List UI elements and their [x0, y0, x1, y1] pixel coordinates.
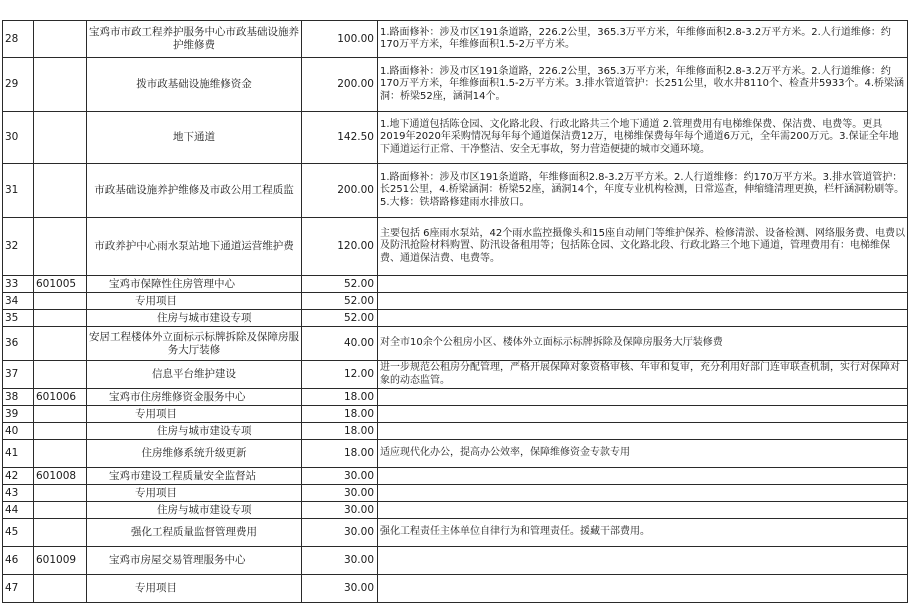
project-description	[378, 293, 908, 310]
project-name: 拨市政基础设施维修资金	[87, 58, 302, 112]
row-number: 30	[3, 112, 34, 164]
unit-code	[34, 164, 87, 218]
amount: 12.00	[302, 361, 378, 389]
table-row	[3, 21, 908, 58]
unit-code	[34, 519, 87, 547]
row-number: 43	[3, 485, 34, 502]
unit-code: 601006	[34, 389, 87, 406]
category-name: 专用项目	[87, 293, 302, 310]
table-row	[3, 468, 908, 485]
table-row	[3, 423, 908, 440]
project-name: 市政养护中心雨水泵站地下通道运营维护费	[87, 218, 302, 276]
row-number: 45	[3, 519, 34, 547]
table-row	[3, 218, 908, 276]
row-number: 34	[3, 293, 34, 310]
row-number: 41	[3, 440, 34, 468]
unit-code	[34, 112, 87, 164]
row-number: 44	[3, 502, 34, 519]
unit-code	[34, 21, 87, 58]
table-row	[3, 164, 908, 218]
row-number: 31	[3, 164, 34, 218]
project-description	[378, 310, 908, 327]
amount: 120.00	[302, 218, 378, 276]
row-number: 42	[3, 468, 34, 485]
budget-table	[2, 20, 908, 603]
table-row	[3, 406, 908, 423]
table-row	[3, 112, 908, 164]
category-name: 专用项目	[87, 575, 302, 603]
project-description	[378, 547, 908, 575]
project-name: 信息平台维护建设	[87, 361, 302, 389]
table-row	[3, 389, 908, 406]
category-name: 专用项目	[87, 485, 302, 502]
project-description: 1.路面修补：涉及市区191条道路，226.2公里，365.3万平方米，年维修面积2.8-3.2万平方米。2.人行道维修：约170万平方米，年维修面积1.5-2万平方米。	[378, 21, 908, 58]
project-name: 强化工程质量监督管理费用	[87, 519, 302, 547]
row-number: 29	[3, 58, 34, 112]
amount: 18.00	[302, 389, 378, 406]
unit-code	[34, 423, 87, 440]
row-number: 33	[3, 276, 34, 293]
amount: 18.00	[302, 406, 378, 423]
unit-code	[34, 58, 87, 112]
project-name: 市政基础设施养护维修及市政公用工程质监	[87, 164, 302, 218]
project-description	[378, 406, 908, 423]
project-description: 强化工程责任主体单位自律行为和管理责任。援藏干部费用。	[378, 519, 908, 547]
row-number: 38	[3, 389, 34, 406]
project-description	[378, 575, 908, 603]
amount: 30.00	[302, 468, 378, 485]
amount: 52.00	[302, 310, 378, 327]
table-row	[3, 310, 908, 327]
amount: 40.00	[302, 327, 378, 361]
unit-code: 601009	[34, 547, 87, 575]
table-row	[3, 276, 908, 293]
amount: 100.00	[302, 21, 378, 58]
project-description	[378, 502, 908, 519]
project-name: 安居工程楼体外立面标示标牌拆除及保障房服务大厅装修	[87, 327, 302, 361]
project-description	[378, 468, 908, 485]
row-number: 40	[3, 423, 34, 440]
project-description	[378, 389, 908, 406]
project-description: 1.地下通道包括陈仓园、文化路北段、行政北路共三个地下通道 2.管理费用有电梯维保费、保洁费、电费等。更具2019年2020年采购情况每年每个通道保洁费12万，电梯维保费每年每个通道6万元，全年需200万元。3.保证全年地下通道运行正常、干净整洁、安全无事故，努力营造便捷的城市交通环境。	[378, 112, 908, 164]
row-number: 28	[3, 21, 34, 58]
amount: 200.00	[302, 58, 378, 112]
row-number: 47	[3, 575, 34, 603]
unit-code	[34, 361, 87, 389]
unit-name: 宝鸡市房屋交易管理服务中心	[87, 547, 302, 575]
amount: 30.00	[302, 575, 378, 603]
project-description	[378, 485, 908, 502]
project-name: 住房维修系统升级更新	[87, 440, 302, 468]
project-description: 主要包括 6座雨水泵站，42个雨水监控摄像头和15座自动闸门等维护保养、检修清淤、设备检测、网络服务费、电费以及防汛抢险材料购置、防汛设备租用等；包括陈仓园、文化路北段、行政北路三个地下通道，管理费用有：电梯维保费、通道保洁费、电费等。	[378, 218, 908, 276]
unit-code: 601005	[34, 276, 87, 293]
project-description: 对全市10余个公租房小区、楼体外立面标示标牌拆除及保障房服务大厅装修费	[378, 327, 908, 361]
row-number: 32	[3, 218, 34, 276]
amount: 30.00	[302, 485, 378, 502]
table-row	[3, 485, 908, 502]
table-row	[3, 519, 908, 547]
amount: 52.00	[302, 293, 378, 310]
unit-code	[34, 310, 87, 327]
amount: 18.00	[302, 423, 378, 440]
row-number: 37	[3, 361, 34, 389]
project-description	[378, 423, 908, 440]
unit-code	[34, 406, 87, 423]
amount: 52.00	[302, 276, 378, 293]
category-name: 专用项目	[87, 406, 302, 423]
unit-code	[34, 502, 87, 519]
project-description: 适应现代化办公，提高办公效率，保障维修资金专款专用	[378, 440, 908, 468]
table-row	[3, 361, 908, 389]
category-name: 住房与城市建设专项	[87, 502, 302, 519]
amount: 30.00	[302, 547, 378, 575]
unit-code	[34, 485, 87, 502]
unit-name: 宝鸡市住房维修资金服务中心	[87, 389, 302, 406]
project-description	[378, 276, 908, 293]
amount: 30.00	[302, 519, 378, 547]
unit-code	[34, 327, 87, 361]
project-name: 地下通道	[87, 112, 302, 164]
project-description: 1.路面修补：涉及市区191条道路，年维修面积2.8-3.2万平方米。2.人行道维修：约170万平方米。3.排水管道管护：长251公里，4.桥梁涵洞：桥梁52座，涵洞14个，年度专业机构检测，日常巡查，伸缩缝清理更换，栏杆涵洞粉刷等。5.大修：铁塔路修建雨水排放口。	[378, 164, 908, 218]
project-name: 宝鸡市市政工程养护服务中心市政基础设施养护维修费	[87, 21, 302, 58]
table-row	[3, 440, 908, 468]
row-number: 39	[3, 406, 34, 423]
unit-name: 宝鸡市建设工程质量安全监督站	[87, 468, 302, 485]
category-name: 住房与城市建设专项	[87, 423, 302, 440]
row-number: 46	[3, 547, 34, 575]
amount: 30.00	[302, 502, 378, 519]
unit-code	[34, 293, 87, 310]
row-number: 35	[3, 310, 34, 327]
table-row	[3, 547, 908, 575]
table-row	[3, 327, 908, 361]
category-name: 住房与城市建设专项	[87, 310, 302, 327]
table-row	[3, 502, 908, 519]
table-row	[3, 293, 908, 310]
unit-code	[34, 575, 87, 603]
table-row	[3, 575, 908, 603]
unit-code	[34, 218, 87, 276]
amount: 142.50	[302, 112, 378, 164]
unit-code	[34, 440, 87, 468]
row-number: 36	[3, 327, 34, 361]
amount: 200.00	[302, 164, 378, 218]
amount: 18.00	[302, 440, 378, 468]
project-description: 进一步规范公租房分配管理，严格开展保障对象资格审核、年审和复审，充分利用好部门连审联查机制，实行对保障对象的动态监管。	[378, 361, 908, 389]
project-description: 1.路面修补：涉及市区191条道路，226.2公里，365.3万平方米，年维修面积2.8-3.2万平方米。2.人行道维修：约170万平方米，年维修面积1.5-2万平方米。3.排水管道管护：长251公里，收水井8110个、检查井5933个。4.桥梁涵洞：桥梁52座，涵洞14个。	[378, 58, 908, 112]
unit-name: 宝鸡市保障性住房管理中心	[87, 276, 302, 293]
unit-code: 601008	[34, 468, 87, 485]
table-row	[3, 58, 908, 112]
